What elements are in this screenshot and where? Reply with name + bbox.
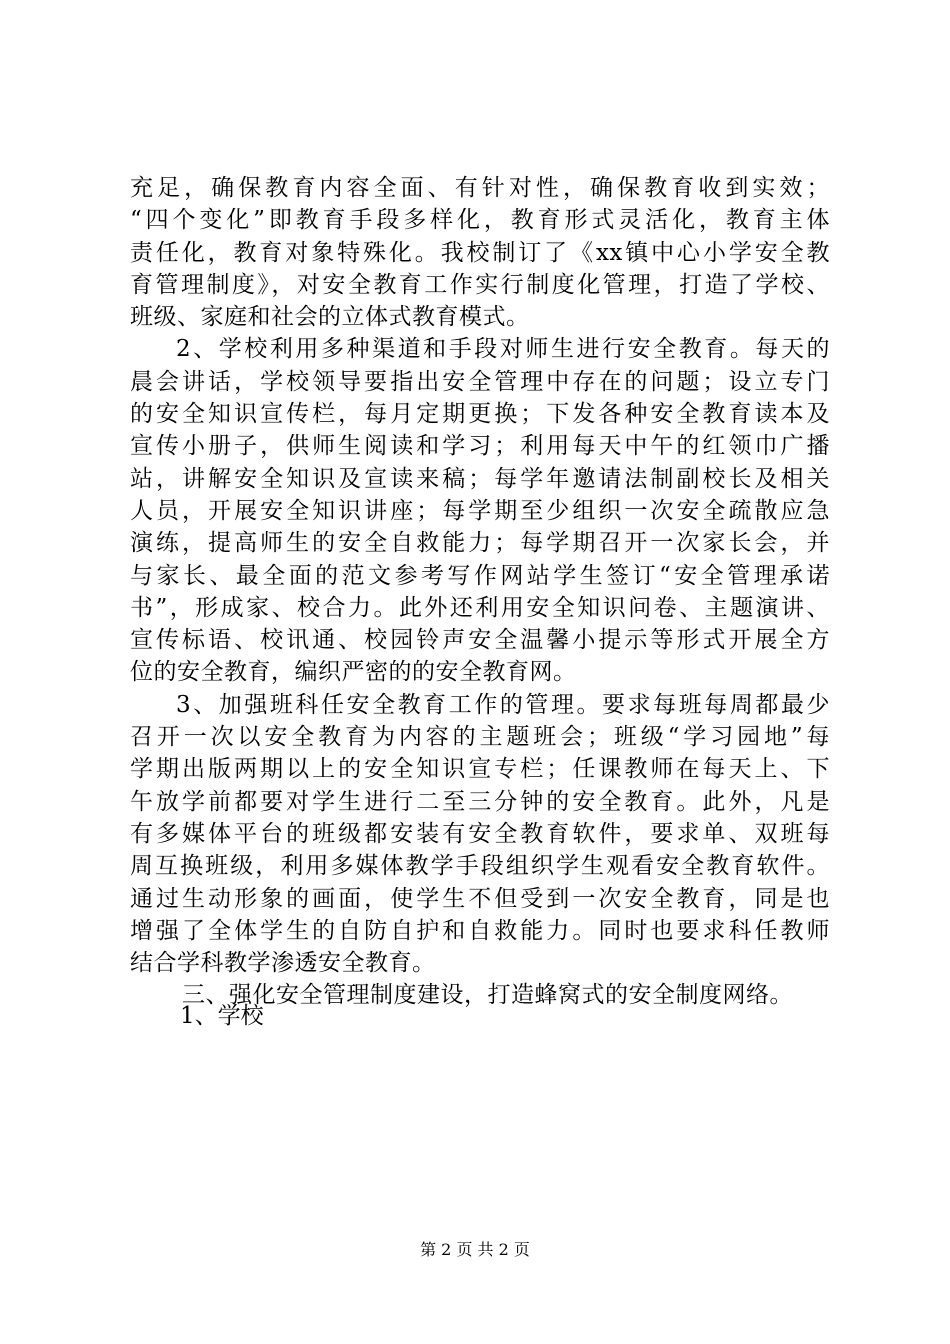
paragraph-line: 午放学前都要对学生进行二至三分钟的安全教育。此外，凡是: [130, 788, 830, 815]
paragraph-line: 宣传小册子，供师生阅读和学习；利用每天中午的红领巾广播: [130, 433, 830, 460]
paragraph-line: 充足，确保教育内容全面、有针对性，确保教育收到实效；: [130, 175, 830, 201]
paragraph-line: 增强了全体学生的自防自护和自救能力。同时也要求科任教师: [130, 917, 830, 944]
paragraph-line: 有多媒体平台的班级都安装有安全教育软件，要求单、双班每: [130, 820, 830, 847]
paragraph-line: 书”，形成家、校合力。此外还利用安全知识问卷、主题演讲、: [130, 594, 830, 621]
paragraph-line: 晨会讲话，学校领导要指出安全管理中存在的问题；设立专门: [130, 368, 830, 395]
body-text: [130, 172, 830, 1012]
paragraph-line: 责任化，教育对象特殊化。我校制订了《xx镇中心小学安全教: [130, 239, 830, 266]
subsection-heading: 1、学校: [180, 1003, 264, 1029]
paragraph-line: “四个变化”即教育手段多样化，教育形式灵活化，教育主体: [130, 207, 830, 234]
paragraph-line: 育管理制度》，对安全教育工作实行制度化管理，打造了学校、: [130, 271, 830, 298]
page-footer: 第 2 页 共 2 页: [420, 1240, 530, 1259]
paragraph-line: 2、学校利用多种渠道和手段对师生进行安全教育。每天的: [176, 336, 830, 363]
paragraph-line: 班级、家庭和社会的立体式教育模式。: [130, 304, 530, 331]
paragraph-line: 站，讲解安全知识及宣读来稿；每学年邀请法制副校长及相关: [130, 465, 830, 492]
paragraph-line: 与家长、最全面的范文参考写作网站学生签订“安全管理承诺: [130, 562, 830, 589]
paragraph-line: 的安全知识宣传栏，每月定期更换；下发各种安全教育读本及: [130, 401, 830, 428]
paragraph-line: 演练，提高师生的安全自救能力；每学期召开一次家长会，并: [130, 530, 830, 557]
paragraph-line: 宣传标语、校讯通、校园铃声安全温馨小提示等形式开展全方: [130, 627, 830, 654]
paragraph-line: 结合学科教学渗透安全教育。: [130, 950, 436, 977]
paragraph-line: 召开一次以安全教育为内容的主题班会；班级“学习园地”每: [130, 724, 830, 751]
section-heading: 三、强化安全管理制度建设，打造蜂窝式的安全制度网络。: [182, 982, 793, 1009]
paragraph-line: 3、加强班科任安全教育工作的管理。要求每班每周都最少: [176, 691, 830, 718]
paragraph-line: 位的安全教育，编织严密的的安全教育网。: [130, 659, 577, 686]
paragraph-line: 人员，开展安全知识讲座；每学期至少组织一次安全疏散应急: [130, 497, 830, 524]
paragraph-line: 学期出版两期以上的安全知识宣专栏；任课教师在每天上、下: [130, 756, 830, 783]
paragraph-line: 周互换班级，利用多媒体教学手段组织学生观看安全教育软件。: [130, 853, 830, 880]
paragraph-line: 通过生动形象的画面，使学生不但受到一次安全教育，同是也: [130, 885, 830, 912]
